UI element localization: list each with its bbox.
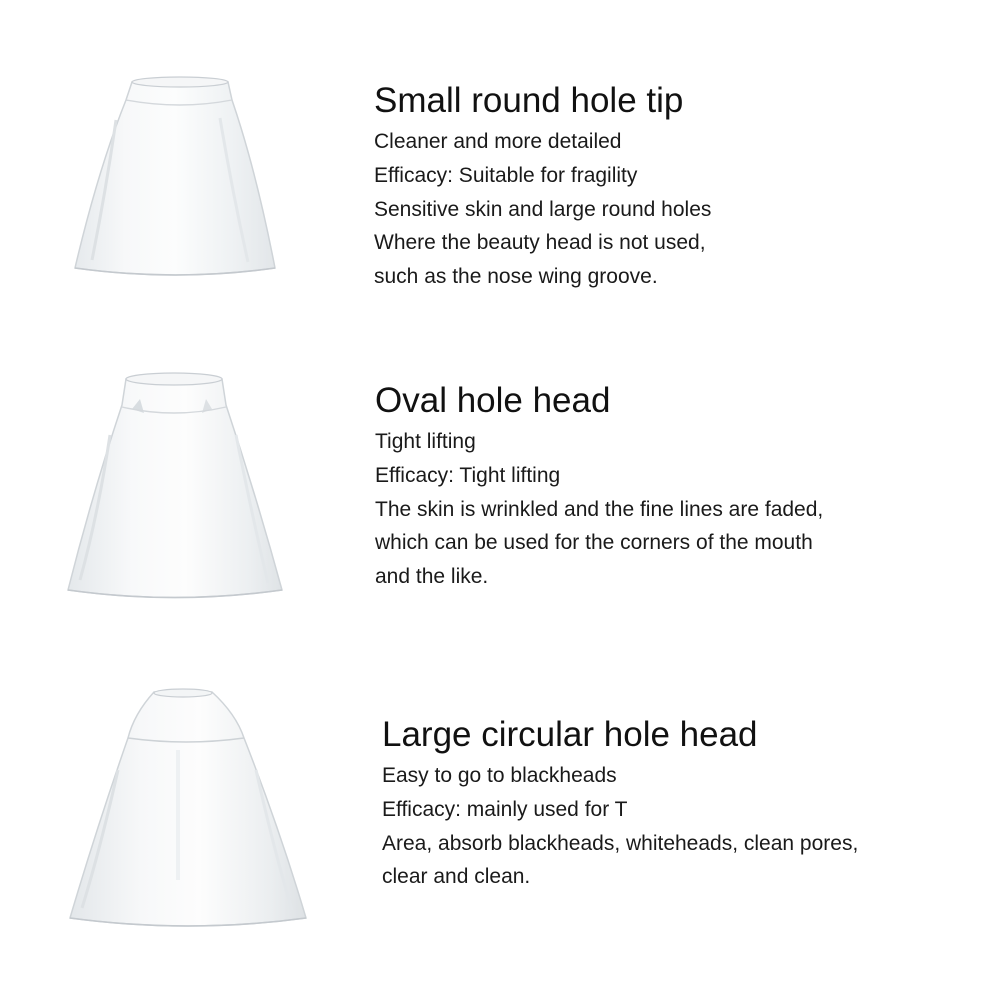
tip-title: Small round hole tip — [374, 81, 684, 120]
large-circular-hole-head-description — [382, 715, 858, 894]
small-round-hole-tip-image — [70, 70, 285, 285]
tip-line: Efficacy: mainly used for T — [382, 797, 628, 821]
tip-line: Cleaner and more detailed — [374, 130, 622, 153]
small-round-hole-tip-description — [374, 81, 711, 294]
tip-line: The skin is wrinkled and the fine lines are faded, — [375, 497, 824, 521]
large-circular-hole-head-image — [60, 680, 315, 940]
tip-line: and the like. — [375, 565, 489, 589]
tip-line: clear and clean. — [382, 865, 531, 889]
tip-title: Large circular hole head — [382, 715, 758, 754]
oval-hole-head-description — [375, 381, 823, 594]
tip-line: Where the beauty head is not used, — [374, 231, 706, 255]
tip-line: such as the nose wing groove. — [374, 265, 658, 289]
tip-line: Tight lifting — [375, 430, 476, 453]
tip-line: which can be used for the corners of the mouth — [375, 531, 813, 555]
tip-title: Oval hole head — [375, 381, 611, 420]
tip-line: Efficacy: Suitable for fragility — [374, 163, 638, 187]
tip-line: Easy to go to blackheads — [382, 764, 617, 787]
tip-line: Sensitive skin and large round holes — [374, 197, 712, 221]
tip-line: Area, absorb blackheads, whiteheads, clean pores, — [382, 831, 859, 855]
tip-line: Efficacy: Tight lifting — [375, 463, 561, 487]
oval-hole-head-image — [60, 365, 290, 610]
